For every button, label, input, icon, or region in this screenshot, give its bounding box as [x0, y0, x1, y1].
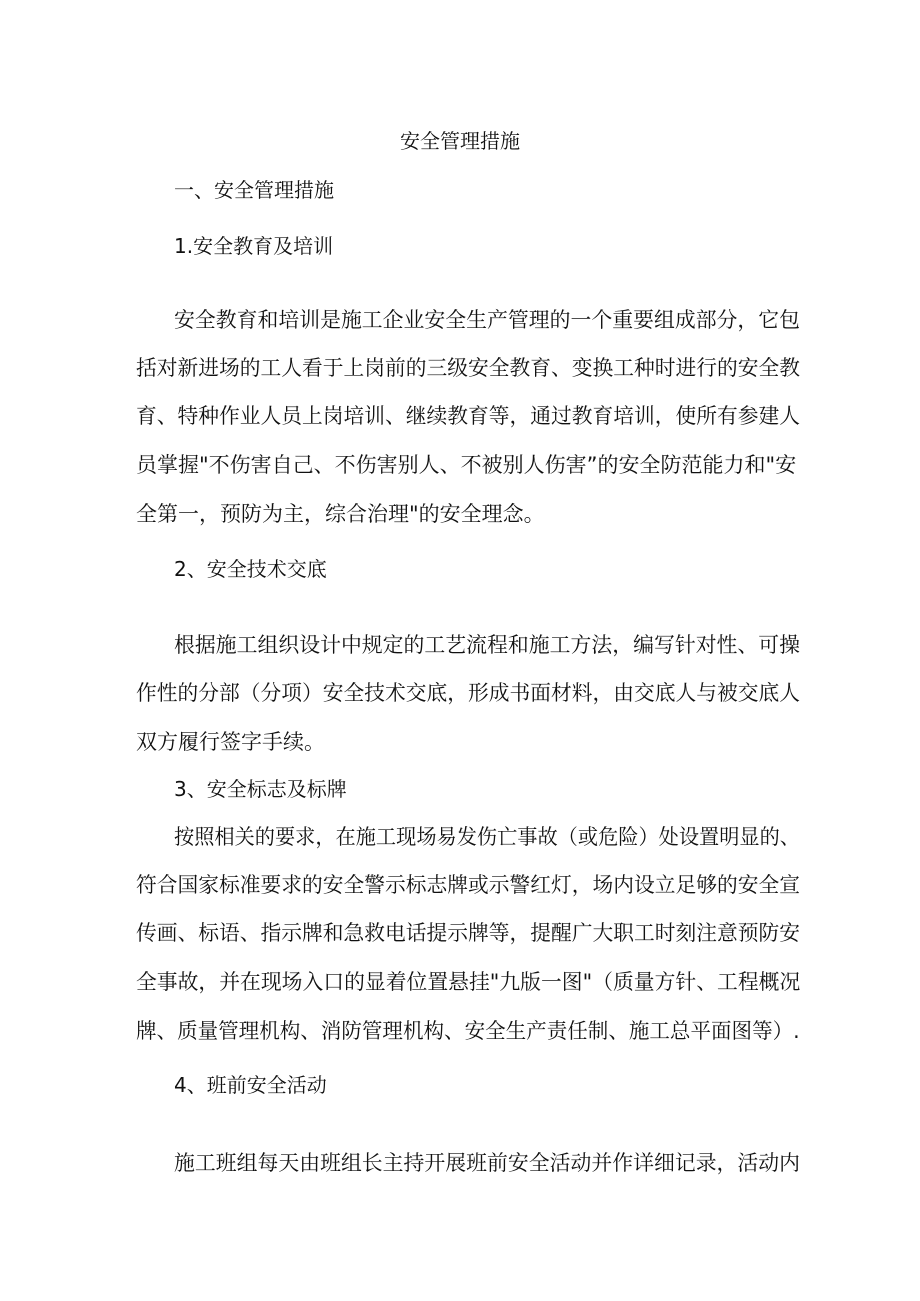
paragraph-line: 员掌握"不伤害自己、不伤害别人、不被别人伤害”的安全防范能力和"安: [136, 453, 797, 477]
paragraph-line: 育、特种作业人员上岗培训、继续教育等，通过教育培训，使所有参建人: [136, 404, 801, 428]
section-heading: 一、安全管理措施: [174, 178, 334, 202]
paragraph-line: 牌、质量管理机构、消防管理机构、安全生产责任制、施工总平面图等）.: [136, 1019, 800, 1043]
paragraph-line: 双方履行签字手续。: [136, 730, 325, 754]
item-heading-3: 3、安全标志及标牌: [174, 777, 347, 801]
item-heading-2: 2、安全技术交底: [174, 557, 327, 581]
paragraph-line: 作性的分部（分项）安全技术交底，形成书面材料，由交底人与被交底人: [136, 681, 801, 705]
paragraph-line: 括对新进场的工人看于上岗前的三级安全教育、变换工种时进行的安全教: [136, 356, 801, 380]
paragraph-line: 全事故，并在现场入口的显着位置悬挂"九版一图"（质量方针、工程概况: [136, 970, 801, 994]
paragraph-line: 传画、标语、指示牌和急救电话提示牌等，提醒广大职工时刻注意预防安: [136, 921, 801, 945]
paragraph-line: 按照相关的要求，在施工现场易发伤亡事故（或危险）处设置明显的、: [174, 825, 801, 849]
paragraph-line: 根据施工组织设计中规定的工艺流程和施工方法，编写针对性、可操: [174, 633, 801, 657]
paragraph-line: 符合国家标准要求的安全警示标志牌或示警红灯，场内设立足够的安全宣: [136, 873, 801, 897]
item-heading-4: 4、班前安全活动: [174, 1073, 327, 1097]
paragraph-line: 安全教育和培训是施工企业安全生产管理的一个重要组成部分，它包: [174, 308, 801, 332]
paragraph-line: 全第一，预防为主，综合治理"的安全理念。: [136, 502, 545, 526]
paragraph-line: 施工班组每天由班组长主持开展班前安全活动并作详细记录，活动内: [174, 1151, 801, 1175]
document-title: 安全管理措施: [400, 129, 520, 153]
item-heading-1: 1.安全教育及培训: [174, 234, 334, 258]
